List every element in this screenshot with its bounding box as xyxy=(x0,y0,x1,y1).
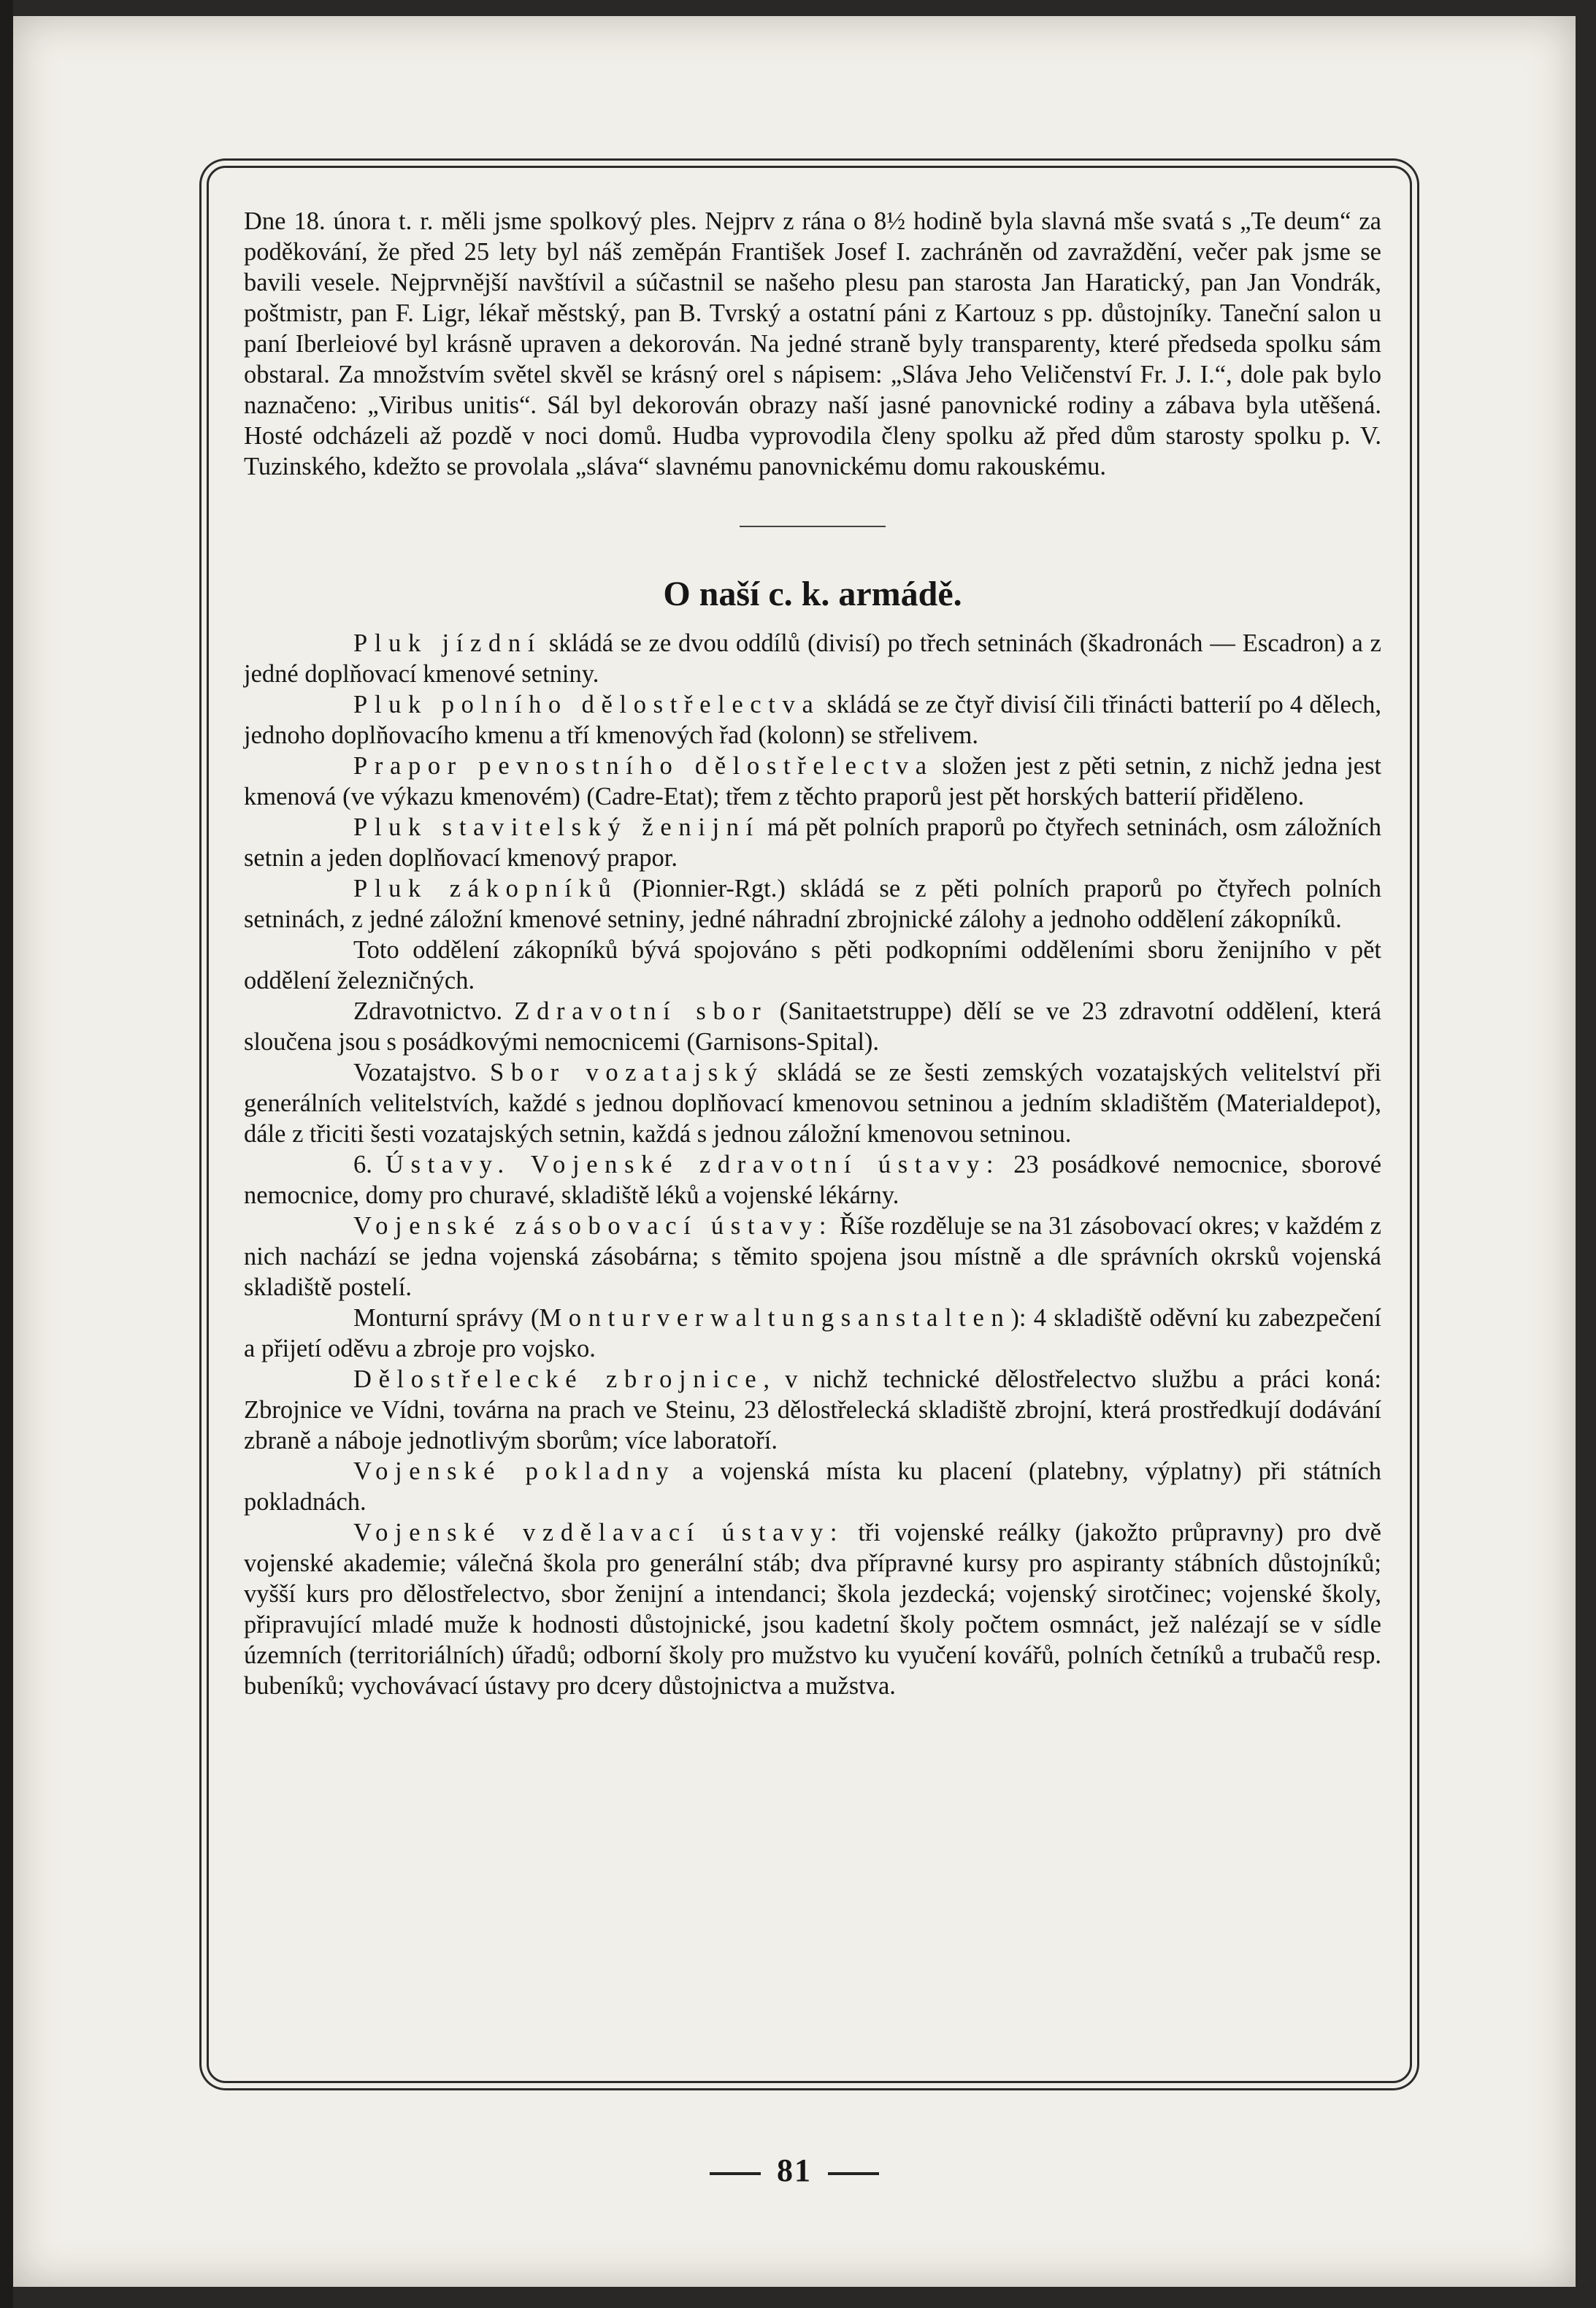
spaced-term: Vojenské pokladny xyxy=(353,1457,676,1485)
spaced-term: Zdravotní sbor xyxy=(514,997,768,1025)
army-paragraph-education: Vojenské vzdělavací ústavy: tři vojenské reálky (jakožto průpravny) pro dvě vojenské akademie; válečná škola pro generální stáb; dva přípravné kursy pro aspiranty stábních důstojníků; vyšší kurs pro dělostřelectvo, sbor ženijní a intendanci; škola jezdecká; vojenský sirotčinec; vojenské školy, připravující mladé muže k hodnosti důstojnické, jsou kadetní školy počtem osmnáct, jež nalézají se v sídle územních (territoriálních) úřadů; odborní školy pro mužstvo ku vyučení kovářů, polních četníků a trubačů resp. bubeníků; vychovávací ústavy pro dcery důstojnictva a mužstva. xyxy=(244,1519,1381,1700)
article-body xyxy=(244,206,1381,1701)
spaced-term: Ústavy. Vojenské zdravotní ústavy: xyxy=(385,1151,1001,1178)
army-paragraph-field-artillery: Pluk polního dělostřelectva skládá se ze čtyř divisí čili třinácti batterií po 4 dělech, jednoho doplňovacího kmenu a tří kmenových řad (kolonn) se střelivem. xyxy=(244,691,1381,749)
army-paragraph-medical: Zdravotnictvo. Zdravotní sbor (Sanitaetstruppe) dělí se ve 23 zdravotní oddělení, která sloučena jsou s posádkovými nemocnicemi (Garnisons-Spital). xyxy=(244,997,1381,1056)
spaced-term: Monturverwaltungsanstalten xyxy=(539,1304,1011,1332)
spaced-term: Sbor vozatajský xyxy=(489,1059,764,1086)
army-paragraph-pioneers: Pluk zákopníků (Pionnier-Rgt.) skládá se z pěti polních praporů po čtyřech polních setninách, z jedné záložní kmenové setniny, jedné náhradní zbrojnické zálohy a jednoho oddělení zákopníků. xyxy=(244,875,1381,933)
dash-right xyxy=(828,2172,879,2175)
spaced-term: Vojenské zásobovací ústavy: xyxy=(353,1212,834,1240)
section-divider xyxy=(740,526,886,527)
ornamental-frame xyxy=(207,166,1412,2083)
army-paragraph-arsenals: Dělostřelecké zbrojnice, v nichž technické dělostřelectvo službu a práci koná: Zbrojnice ve Vídni, továrna na prach ve Steinu, 23 dělostřelecká skladiště zbrojní, která prostředkují dodávání zbraně a náboje jednotlivým sborům; více laboratoří. xyxy=(244,1365,1381,1454)
book-spine xyxy=(0,0,13,2308)
army-paragraph-clothing: Monturní správy (Monturverwaltungsanstalten): 4 skladiště oděvní ku zabezpečení a přijetí oděvu a zbroje pro vojsko. xyxy=(244,1304,1381,1362)
army-paragraph-engineers: Pluk stavitelský ženijní má pět polních praporů po čtyřech setninách, osm záložních setnin a jeden doplňovací kmenový prapor. xyxy=(244,813,1381,872)
dash-left xyxy=(710,2172,761,2175)
spaced-term: Pluk polního dělostřelectva xyxy=(353,691,821,718)
spaced-term: Pluk stavitelský ženijní xyxy=(353,813,760,841)
spaced-term: Dělostřelecké zbrojnice xyxy=(353,1365,764,1393)
army-paragraph-institutes: 6. Ústavy. Vojenské zdravotní ústavy: 23 posádkové nemocnice, sborové nemocnice, domy pro churavé, skladiště léků a vojenské lékárny. xyxy=(244,1151,1382,1209)
section-heading: O naší c. k. armádě. xyxy=(663,575,962,613)
spaced-term: Pluk zákopníků xyxy=(353,875,618,902)
page-number: 81 xyxy=(13,2152,1576,2189)
ball-report-paragraph: Dne 18. února t. r. měli jsme spolkový ples. Nejprv z rána o 8½ hodině byla slavná mše svatá s „Te deum“ za poděkování, že před 25 lety byl náš zeměpán František Josef I. zachráněn od zavraždění, večer pak jsme se bavili vesele. Nejprvnější navštívil a súčastnil se našeho plesu pan starosta Jan Haratický, pan Jan Vondrák, poštmistr, pan F. Ligr, lékař městský, pan B. Tvrský a ostatní páni z Kartouz s pp. důstojníky. Taneční salon u paní Iberleiové byl krásně upraven a dekorován. Na jedné straně byly transparenty, které předseda spolku sám obstaral. Za množstvím světel skvěl se krásný orel s nápisem: „Sláva Jeho Veličenství Fr. J. I.“, dole pak bylo naznačeno: „Viribus unitis“. Sál byl dekorován obrazy naší jasné panovnické rodiny a zábava byla utěšená. Hosté odcházeli až pozdě v noci domů. Hudba vyprovodila členy spolku až před dům starosty spolku p. V. Tuzinského, kdežto se provolala „sláva“ slavnému panovnickému domu rakouskému. xyxy=(244,207,1381,480)
army-paragraph-train: Vozatajstvo. Sbor vozatajský skládá se ze šesti zemských vozatajských velitelství při generálních velitelstvích, každé s jednou doplňovací kmenovou setninou a jedním skladištěm (Materialdepot), dále z třiciti šesti vozatajských setnin, každá s jednou záložní kmenovou setninou. xyxy=(244,1059,1381,1148)
army-paragraph-cavalry: Pluk jízdní skládá se ze dvou oddílů (divisí) po třech setninách (škadronách — Escadron) a z jedné doplňovací kmenové setniny. xyxy=(244,629,1381,688)
army-paragraph-supply: Vojenské zásobovací ústavy: Říše rozděluje se na 31 zásobovací okres; v každém z nich nachází se jedna vojenská zásobárna; s těmito spojena jsou místně a dle správních okrsků vojenská skladiště postelí. xyxy=(244,1212,1381,1301)
spaced-term: Prapor pevnostního dělostřelectva xyxy=(353,752,934,780)
spaced-term: Pluk jízdní xyxy=(353,629,542,657)
document-page xyxy=(13,16,1576,2287)
army-paragraph-fortress-artillery: Prapor pevnostního dělostřelectva složen jest z pěti setnin, z nichž jedna jest kmenová (ve výkazu kmenovém) (Cadre-Etat); třem z těchto praporů jest pět horských batterií přiděleno. xyxy=(244,752,1381,810)
spaced-term: Vojenské vzdělavací ústavy: xyxy=(353,1519,845,1546)
army-paragraph-treasuries: Vojenské pokladny a vojenská místa ku placení (platebny, výplatny) při státních pokladnách. xyxy=(244,1457,1381,1516)
army-paragraph-railway: Toto oddělení zákopníků bývá spojováno s pěti podkopními odděleními sboru ženijního v pět oddělení železničných. xyxy=(244,936,1381,994)
